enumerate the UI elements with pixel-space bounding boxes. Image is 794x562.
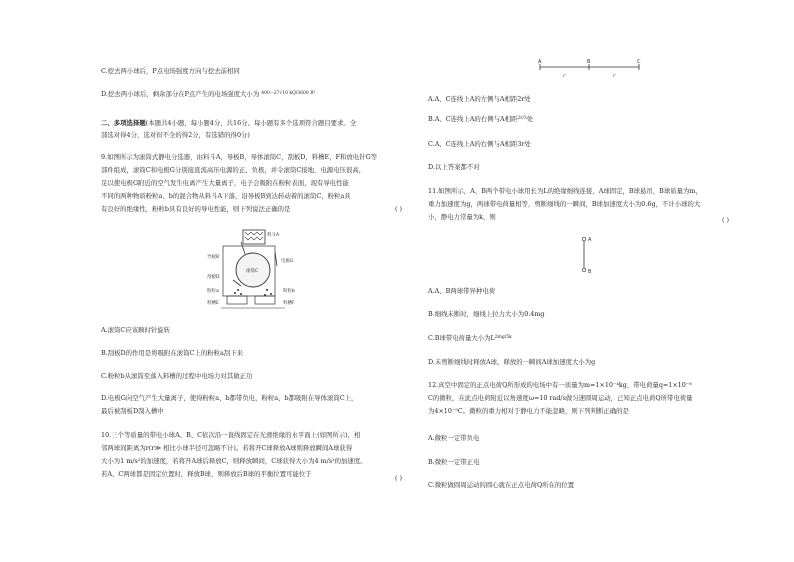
- q9-option-d-2: 最后被刮板D刮入槽中: [101, 407, 164, 415]
- q10-line-3: 大小为1 m/s²的加速度，若将开A球后释放C，则释放瞬间，C球获得大小为4 m/s²的加速度。: [101, 457, 367, 465]
- q10-option-b: [428, 115, 533, 123]
- label-trough-e: 料槽E: [207, 301, 219, 306]
- q11-balls-figure: [578, 232, 602, 276]
- q12-line-3: 为4×10⁻⁵C。微粒的重力相对于静电力不能忽略，则下列判断正确的是: [428, 407, 629, 415]
- label-particle-a: 粉粒a: [207, 289, 219, 294]
- q9-line-1: 9.如图所示为滚筒式静电分选器，由料斗A，导板B，导体滚筒C，刮板D，料槽E，F和放电针G等: [101, 153, 378, 161]
- q11-answer-paren: ( ): [722, 216, 730, 224]
- q9-option-b: B.刮板D的作用是将吸附在滚筒C上的粉粒a刮下来: [101, 349, 243, 357]
- label-r-1: r: [563, 73, 566, 79]
- q10-option-d: D.以上答案都不对: [428, 163, 480, 171]
- label-r-2: r: [613, 73, 616, 79]
- section-header: [101, 119, 356, 127]
- q12-option-c: C.微粒做圆周运动的圆心就在正点电荷Q所在的位置: [428, 481, 575, 489]
- q11-line-2: 重力加速度为g，两球带电荷量相等，剪断细线的一瞬间，B球加速度大小为0.6g，不计小球的大: [428, 200, 701, 208]
- q10-option-c: C.A、C连线上A的右侧与A相距3r处: [428, 140, 531, 148]
- q10-option-b-text: B.A、C连线上A的右侧与A相距: [428, 115, 518, 123]
- label-guide-b: 导板B: [207, 255, 220, 260]
- q9-answer-paren: ( ): [395, 205, 403, 213]
- q12-line-2: C的微粒，在此点电荷附近以角速度ω=10 rad/s做匀速圆周运动，已知正点电荷Q所带电荷量: [428, 394, 693, 402]
- label-hopper-a: 料斗A: [267, 233, 280, 238]
- label-point-b: B: [587, 59, 591, 65]
- q9-option-a: A.滚筒C应该顺时针旋转: [101, 326, 171, 334]
- q9-line-3: 足以使电极G附近的空气发生电离产生大量离子，电子会吸附在粉粒表面，现有导电性能: [101, 179, 349, 187]
- q11-option-b: B.细线未断时，细线上拉力大小为0.4mg: [428, 310, 545, 318]
- label-point-c: C: [637, 59, 641, 65]
- particles-a: [234, 289, 242, 295]
- q10-option-b-frac: 2r/3: [517, 116, 527, 121]
- q11-option-c: [428, 334, 512, 342]
- section-desc-2: 部选对得4分，选对但不全的得2分，有选错的得0分): [101, 131, 250, 139]
- option-c-prev: C.挖去两小球后，P点电场强度方向与挖去前相同: [101, 67, 240, 75]
- q11-option-a: A.A、B两球带异种电荷: [428, 287, 496, 295]
- q11-line-3: 小，静电力常量为k，则: [428, 213, 496, 221]
- q9-line-2: 部件组成，滚筒C和电极G分别接直流高压电源的正、负极，并令滚筒C接地，电源电压很高，: [101, 166, 366, 174]
- trough-f: [255, 296, 275, 304]
- q12-line-1: 12.真空中固定的正点电荷Q所形成的电场中有一质量为m=1×10⁻⁴kg，带电荷量q=1×10⁻⁸: [428, 381, 692, 389]
- q9-option-c: C.粉粒b从滚筒至落入料槽的过程中电场力对其做正功: [101, 372, 253, 380]
- label-ball-a: A: [588, 237, 592, 243]
- trough-e: [227, 296, 247, 304]
- q12-option-b: B.微粒一定带正电: [428, 458, 480, 466]
- label-point-a: A: [538, 59, 542, 65]
- q12-option-a: A.微粒一定带负电: [428, 434, 480, 442]
- option-d-prev: [101, 90, 315, 98]
- option-d-text: D.挖去两小球后，剩余部分在P点产生的电场强度大小为: [101, 90, 260, 98]
- q10-line-4: 若A、C两球都是固定位置时，释放B球，则释放后B球的平衡位置可能位于: [101, 470, 312, 478]
- ball-a: [582, 237, 586, 241]
- hopper-a: [243, 230, 265, 244]
- option-d-formula: 400−27√10 kQ/3600 R²: [261, 91, 316, 96]
- label-electrode-g: 电极G: [281, 259, 294, 264]
- label-ball-b: B: [588, 269, 592, 275]
- q11-option-d: D.未剪断细线时释放A球，释放的一瞬间A球加速度大小为g: [428, 358, 596, 366]
- q10-answer-paren: ( ): [395, 474, 403, 482]
- q11-option-c-text: C.B球带电荷量大小为L: [428, 334, 495, 342]
- section-title: 二、多项选择题: [101, 119, 146, 127]
- label-scraper-d: 刮板D: [207, 275, 220, 280]
- q10-line-figure: [535, 58, 645, 80]
- q9-separator-figure: [205, 228, 315, 316]
- q10-option-a: A.A、C连线上A的左侧与A相距2r处: [428, 95, 531, 103]
- q10-option-b-post: 处: [526, 115, 534, 123]
- label-drum-c: 滚筒C: [246, 269, 259, 274]
- q11-line-1: 11.如图所示，A、B两个带电小球用长为L的绝缘细线连接，A球固定，B球悬吊，B球质量为m，: [428, 187, 702, 195]
- q10-line-1: 10.三个等质量的带电小球A、B、C依次沿一直线固定在光滑绝缘的水平面上(如图所示)，相: [101, 431, 361, 439]
- q10-line-2: 邻两球间距离为r(r≫ 相比小球半径可忽略不计)。若将开C球释放A球则释放瞬间A球获得: [101, 444, 353, 452]
- ball-b: [582, 268, 586, 272]
- particles-b: [264, 289, 272, 296]
- section-desc: (本题共4小题，每小题4分，共16分。每小题有多个选项符合题目要求。全: [145, 119, 357, 127]
- label-particle-b: 粉粒b: [283, 289, 295, 294]
- q9-option-d-1: D.电极G向空气产生大量离子，使得粉粒a、b都带负电，粉粒a、b都吸附在导体滚筒C上，: [101, 394, 358, 402]
- q11-option-c-frac: 2mg/5k: [494, 335, 512, 340]
- q9-line-5: 有良好的绝缘性，粉粒b具有良好的导电性能，则下列说法正确的是: [101, 205, 291, 213]
- label-trough-f: 料槽F: [283, 301, 295, 306]
- q9-line-4: 不同的两种物质粉粒a、b的混合物从料斗A下落，沿导板B到达转动着的滚筒C，粉粒a具: [101, 192, 351, 200]
